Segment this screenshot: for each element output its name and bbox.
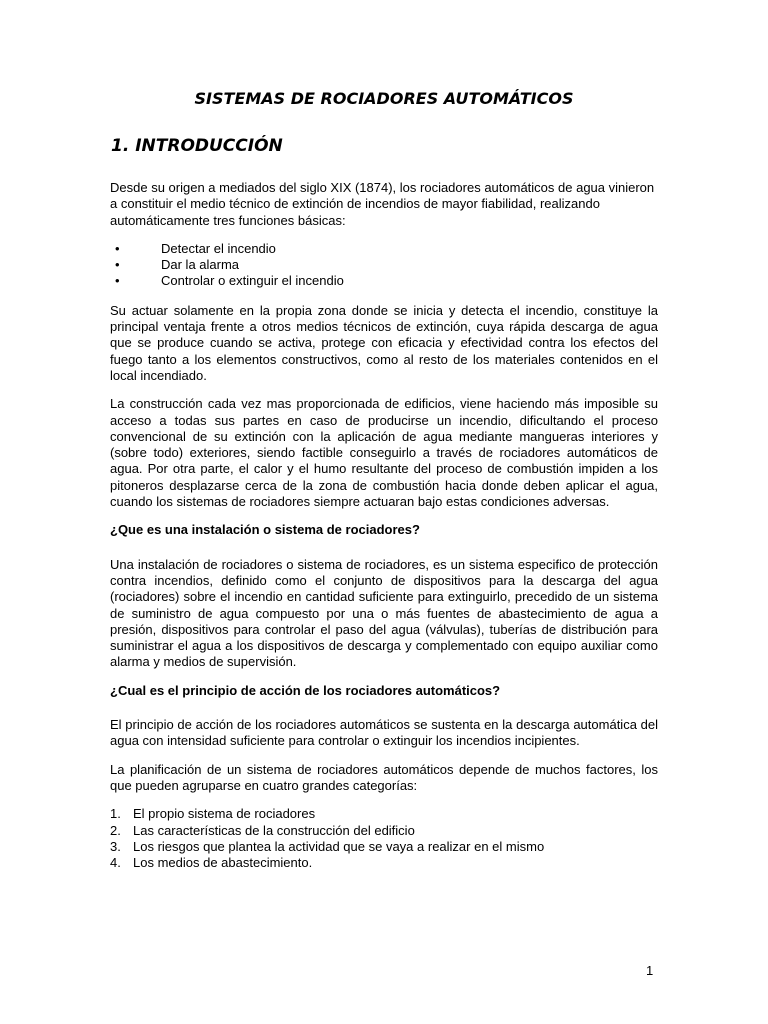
list-item bbox=[110, 273, 658, 289]
section-heading-introduccion: 1. INTRODUCCIÓN bbox=[111, 136, 283, 156]
list-item bbox=[110, 855, 658, 871]
list-item-text: Dar la alarma bbox=[161, 257, 240, 273]
list-item bbox=[110, 257, 658, 273]
bullet-icon: • bbox=[115, 240, 120, 256]
principle-paragraph: El principio de acción de los rociadores automáticos se sustenta en la descarga automática del agua con intensidad suficiente para controlar o extinguir los incendios incipientes. bbox=[110, 717, 658, 749]
list-number: 1. bbox=[110, 806, 121, 822]
list-item-text: Controlar o extinguir el incendio bbox=[161, 273, 344, 289]
page-number: 1 bbox=[646, 963, 654, 978]
bullet-icon: • bbox=[115, 273, 120, 289]
functions-list bbox=[110, 241, 658, 290]
bullet-icon: • bbox=[115, 257, 120, 273]
list-item bbox=[110, 839, 658, 855]
list-item bbox=[110, 241, 658, 257]
document-title: SISTEMAS DE ROCIADORES AUTOMÁTICOS bbox=[194, 89, 574, 108]
list-item-text: Los riesgos que plantea la actividad que se vaya a realizar en el mismo bbox=[133, 838, 545, 854]
list-number: 4. bbox=[110, 855, 121, 871]
list-item-text: El propio sistema de rociadores bbox=[133, 806, 316, 822]
list-item-text: Los medios de abastecimiento. bbox=[133, 855, 313, 871]
list-number: 2. bbox=[110, 822, 121, 838]
list-item bbox=[110, 806, 658, 822]
question-heading: ¿Cual es el principio de acción de los rociadores automáticos? bbox=[110, 682, 501, 698]
construction-paragraph: La construcción cada vez mas proporcionada de edificios, viene haciendo más imposible su acceso a todas sus partes en caso de producirse un incendio, dificultando el proceso convencional de su extinción con la aplicación de agua mediante mangueras interiores y (sobre todo) exteriores, siendo factible conseguirlo a través de rociadores automáticos de agua. Por otra parte, el calor y el humo resultante del proceso de combustión impiden a los pitoneros desplazarse cerca de la zona de combustión hacia donde deben aplicar el agua, cuando los sistemas de rociadores siempre actuaran bajo estas condiciones adversas. bbox=[110, 396, 658, 510]
document-body bbox=[110, 180, 658, 871]
categories-list bbox=[110, 806, 658, 871]
list-item bbox=[110, 823, 658, 839]
list-item-text: Las características de la construcción del edificio bbox=[133, 822, 415, 838]
definition-paragraph: Una instalación de rociadores o sistema de rociadores, es un sistema especifico de protección contra incendios, definido como el conjunto de dispositivos para la descarga del agua (rociadores) sobre el incendio en cantidad suficiente para extinguirlo, precedido de un sistema de suministro de agua compuesto por una o más fuentes de abastecimiento de agua a presión, dispositivos para controlar el paso del agua (válvulas), tuberías de distribución para suministrar el agua a los dispositivos de descarga y complementado con equipo auxiliar como alarma y medios de supervisión. bbox=[110, 556, 658, 670]
advantage-paragraph: Su actuar solamente en la propia zona donde se inicia y detecta el incendio, constituye la principal ventaja frente a otros medios técnicos de extinción, cuya rápida descarga de agua que se produce cuando se activa, protege con eficacia y efectividad contra los efectos del fuego tanto a los elementos constructivos, como al resto de los materiales contenidos en el local incendiado. bbox=[110, 302, 658, 383]
question-heading: ¿Que es una instalación o sistema de rociadores? bbox=[110, 522, 420, 538]
list-number: 3. bbox=[110, 838, 121, 854]
planning-paragraph: La planificación de un sistema de rociadores automáticos depende de muchos factores, los que pueden agruparse en cuatro grandes categorías: bbox=[110, 761, 658, 793]
list-item-text: Detectar el incendio bbox=[161, 240, 276, 256]
intro-paragraph: Desde su origen a mediados del siglo XIX (1874), los rociadores automáticos de agua vinieron a constituir el medio técnico de extinción de incendios de mayor fiabilidad, realizando automáticamente tres funciones básicas: bbox=[110, 180, 655, 228]
